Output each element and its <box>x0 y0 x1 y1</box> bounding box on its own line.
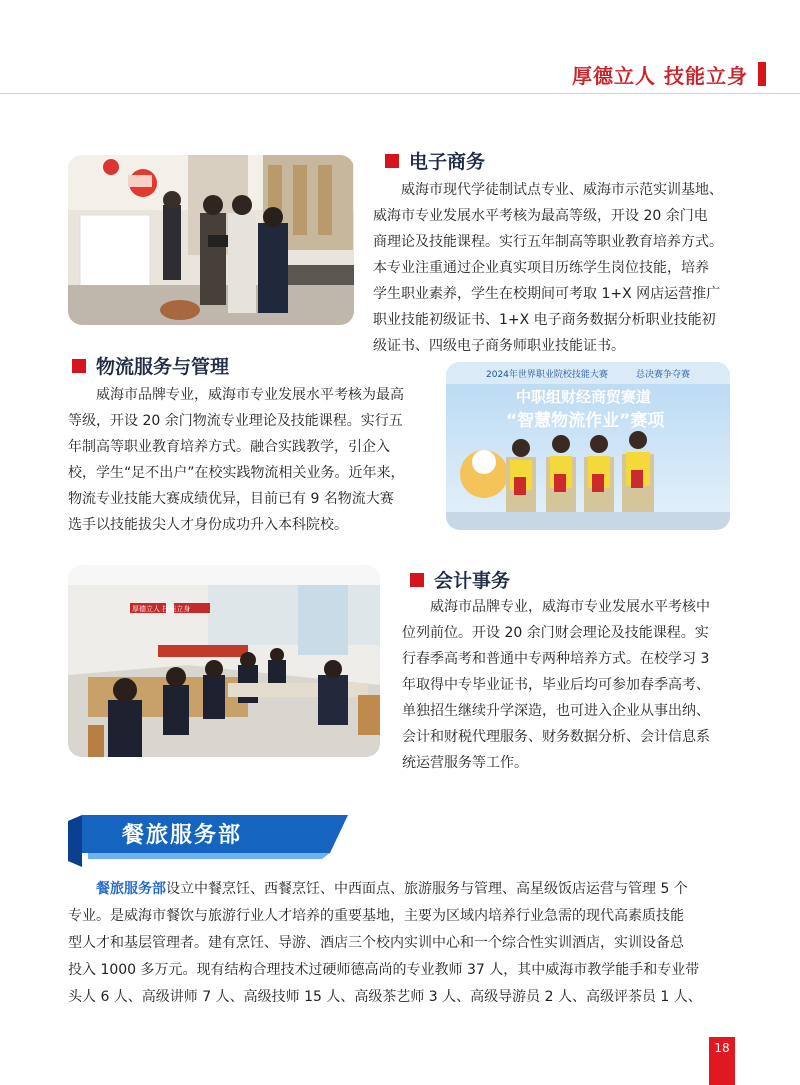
department-name-highlight: 餐旅服务部 <box>96 881 166 897</box>
text-fragment: 设立中餐烹饪、西餐烹饪、中西面点、旅游服务与管理、高星级饭店运营与管理 5 个 <box>166 881 688 897</box>
wall-sign-text: 厚德立人 技能立身 <box>132 605 191 613</box>
text-line: 级证书、四级电子商务师职业技能证书。 <box>373 338 625 354</box>
text-line: 等级，开设 20 余门物流专业理论及技能课程。实行五 <box>68 413 403 429</box>
text-line: 位列前位。开设 20 余门财会理论及技能课程。实 <box>402 625 709 641</box>
text-line: 年制高等职业教育培养方式。融合实践教学，引企入 <box>68 439 390 455</box>
section-title-text: 会计事务 <box>434 570 511 592</box>
logistics-photo <box>446 362 730 530</box>
text-line: 头人 6 人、高级讲师 7 人、高级技师 15 人、高级茶艺师 3 人、高级导游员 2 人、高级评茶员 1 人、 <box>68 989 702 1005</box>
text-line: 单独招生继续升学深造，也可进入企业从事出纳、 <box>402 703 710 719</box>
text-line: 学生职业素养，学生在校期间可考取 1+X 网店运营推广 <box>373 286 721 302</box>
text-line: 型人才和基层管理者。建有烹饪、导游、酒店三个校内实训中心和一个综合性实训酒店，实训设备总 <box>68 935 684 951</box>
page-number: 18 <box>714 1041 730 1055</box>
banner-event-text: 2024年世界职业院校技能大赛 <box>486 370 608 380</box>
text-line: 职业技能初级证书、1+X 电子商务数据分析职业技能初 <box>373 312 716 328</box>
banner-headline-2: “智慧物流作业”赛项 <box>506 411 665 431</box>
accounting-paragraph <box>402 594 734 776</box>
text-line: 年取得中专毕业证书，毕业后均可参加春季高考、 <box>402 677 710 693</box>
text-line: 本专业注重通过企业真实项目历练学生岗位技能，培养 <box>373 260 709 276</box>
ecommerce-photo <box>68 155 354 325</box>
text-line: 威海市现代学徒制试点专业、威海市示范实训基地、 <box>401 182 723 198</box>
text-line: 商理论及技能课程。实行五年制高等职业教育培养方式。 <box>373 234 723 250</box>
section-title-accounting <box>410 566 510 593</box>
text-line: 物流专业技能大赛成绩优异，目前已有 9 名物流大赛 <box>68 491 394 507</box>
text-line: 统运营服务等工作。 <box>402 755 528 771</box>
banner-slogan-text: 总决赛争夺赛 <box>636 370 691 380</box>
ecommerce-paragraph <box>373 177 735 359</box>
text-line: 威海市品牌专业，威海市专业发展水平考核为最高 <box>96 387 404 403</box>
text-line: 行春季高考和普通中专两种培养方式。在校学习 3 <box>402 651 710 667</box>
banner-headline-1: 中职组财经商贸赛道 <box>516 388 652 406</box>
section-marker-icon <box>385 154 399 168</box>
accounting-photo <box>68 565 380 757</box>
text-line: 选手以技能拔尖人才身份成功升入本科院校。 <box>68 517 348 533</box>
text-line: 会计和财税代理服务、财务数据分析、会计信息系 <box>402 729 710 745</box>
header-slogan: 厚德立人 技能立身 <box>572 64 748 88</box>
section-title-logistics <box>72 352 229 379</box>
department-paragraph <box>68 876 736 1011</box>
department-title: 餐旅服务部 <box>122 823 243 848</box>
section-title-text: 物流服务与管理 <box>96 356 230 378</box>
section-title-text: 电子商务 <box>409 151 486 173</box>
text-line <box>68 876 736 903</box>
text-line: 威海市品牌专业，威海市专业发展水平考核中 <box>430 599 710 615</box>
logistics-paragraph <box>68 382 428 538</box>
section-marker-icon <box>72 359 86 373</box>
text-line: 专业。是威海市餐饮与旅游行业人才培养的重要基地，主要为区域内培养行业急需的现代高素质技能 <box>68 908 684 924</box>
text-line: 校，学生“足不出户”在校实践物流相关业务。近年来， <box>68 465 405 481</box>
header-divider <box>0 93 800 94</box>
section-marker-icon <box>410 573 424 587</box>
header-accent-bar <box>758 62 766 86</box>
section-title-ecommerce <box>385 147 485 174</box>
text-line: 投入 1000 多万元。现有结构合理技术过硬师德高尚的专业教师 37 人，其中威海市教学能手和专业带 <box>68 962 700 978</box>
text-line: 威海市专业发展水平考核为最高等级，开设 20 余门电 <box>373 208 708 224</box>
